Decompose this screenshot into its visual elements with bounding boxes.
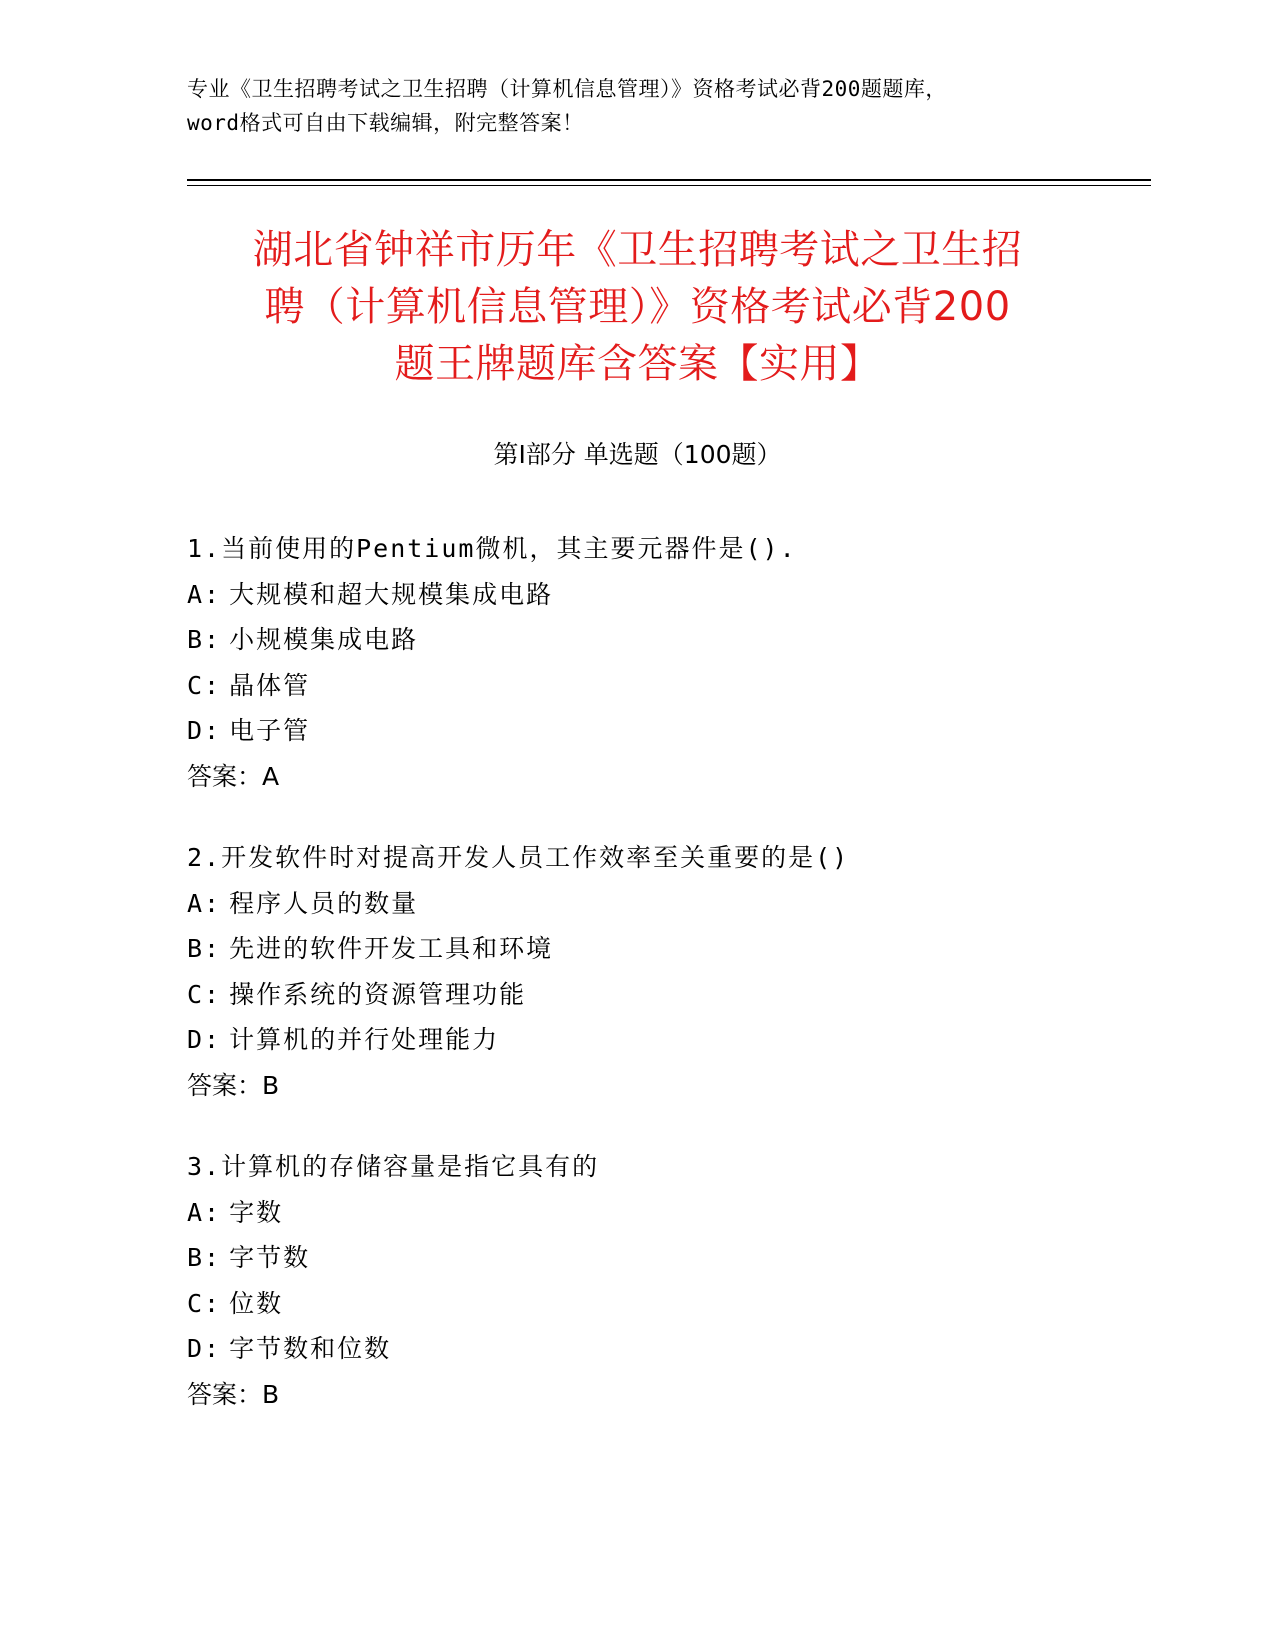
option-label: D: bbox=[187, 1025, 222, 1054]
option-text: 字数 bbox=[229, 1197, 284, 1227]
header-divider-thick bbox=[187, 179, 1151, 181]
option-label: C: bbox=[187, 1288, 222, 1318]
option-text: 大规模和超大规模集成电路 bbox=[229, 579, 554, 609]
option-text: 计算机的并行处理能力 bbox=[229, 1025, 500, 1054]
option-c bbox=[187, 1281, 1147, 1327]
answer: 答案：A bbox=[187, 761, 280, 791]
option-c bbox=[187, 972, 1147, 1018]
option-a bbox=[187, 572, 1147, 618]
question-stem: 1.当前使用的Pentium微机，其主要元器件是(). bbox=[187, 534, 797, 563]
option-text: 小规模集成电路 bbox=[229, 625, 419, 654]
option-b bbox=[187, 926, 1147, 972]
option-label: B: bbox=[187, 934, 222, 963]
option-label: A: bbox=[187, 1197, 222, 1227]
answer: 答案：B bbox=[187, 1379, 280, 1409]
question-stem: 2.开发软件时对提高开发人员工作效率至关重要的是() bbox=[187, 843, 850, 872]
answer: 答案：B bbox=[187, 1070, 280, 1100]
option-label: C: bbox=[187, 979, 222, 1009]
option-a bbox=[187, 881, 1147, 927]
option-c bbox=[187, 663, 1147, 709]
header-note-line-1: 专业《卫生招聘考试之卫生招聘（计算机信息管理）》资格考试必背200题题库， bbox=[187, 77, 947, 101]
question-1 bbox=[187, 526, 1147, 799]
option-text: 晶体管 bbox=[229, 670, 311, 700]
option-d bbox=[187, 708, 1147, 754]
option-label: D: bbox=[187, 1334, 222, 1363]
document-title bbox=[150, 222, 1125, 393]
question-list bbox=[187, 526, 1147, 1417]
option-label: B: bbox=[187, 1243, 222, 1272]
option-text: 位数 bbox=[229, 1288, 284, 1318]
option-label: A: bbox=[187, 888, 222, 918]
option-b bbox=[187, 617, 1147, 663]
question-3 bbox=[187, 1144, 1147, 1417]
question-2 bbox=[187, 835, 1147, 1108]
option-text: 程序人员的数量 bbox=[229, 888, 419, 918]
option-text: 操作系统的资源管理功能 bbox=[229, 979, 527, 1009]
header-divider-thin bbox=[187, 185, 1151, 186]
option-label: C: bbox=[187, 670, 222, 700]
option-label: B: bbox=[187, 625, 222, 654]
option-d bbox=[187, 1017, 1147, 1063]
question-stem: 3.计算机的存储容量是指它具有的 bbox=[187, 1152, 600, 1181]
option-text: 字节数和位数 bbox=[229, 1334, 392, 1363]
option-label: A: bbox=[187, 579, 222, 609]
option-text: 先进的软件开发工具和环境 bbox=[229, 934, 554, 963]
document-title-line-1: 湖北省钟祥市历年《卫生招聘考试之卫生招 bbox=[252, 227, 1023, 273]
option-b bbox=[187, 1235, 1147, 1281]
header-note bbox=[187, 72, 1087, 140]
document-title-line-2: 聘（计算机信息管理）》资格考试必背200 bbox=[264, 284, 1011, 330]
section-heading: 第Ⅰ部分 单选题（100题） bbox=[493, 440, 782, 469]
option-d bbox=[187, 1326, 1147, 1372]
header-note-line-2: word格式可自由下载编辑，附完整答案！ bbox=[187, 111, 584, 135]
option-text: 电子管 bbox=[229, 716, 311, 745]
option-a bbox=[187, 1190, 1147, 1236]
option-label: D: bbox=[187, 716, 222, 745]
option-text: 字节数 bbox=[229, 1243, 311, 1272]
document-title-line-3: 题王牌题库含答案【实用】 bbox=[394, 341, 881, 387]
